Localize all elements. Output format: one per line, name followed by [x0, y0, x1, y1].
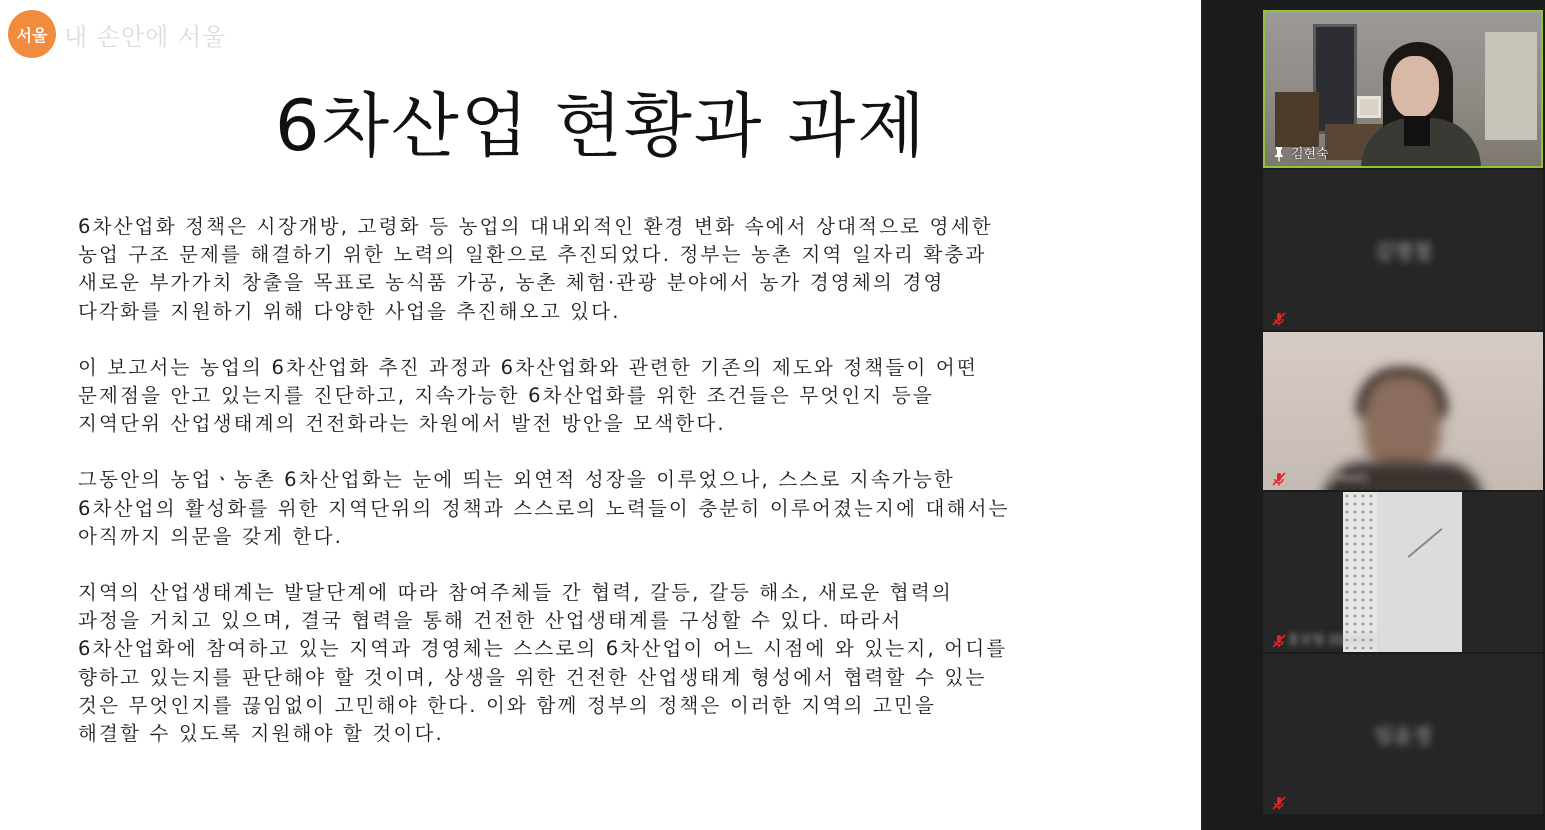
- participant-name-blurred: 김명철: [1374, 239, 1432, 264]
- slide-paragraph: [78, 579, 1148, 748]
- participant-name-blurred: 임윤정: [1374, 723, 1432, 748]
- seoul-logo-icon: 서울: [8, 10, 56, 58]
- participant-tile-speaker[interactable]: [1263, 10, 1543, 168]
- seoul-logo-text: 내 손안에 서울: [64, 22, 227, 51]
- slide-title: 6차산업 현황과 과제: [275, 85, 927, 167]
- participant-name-blurred: 김도희 (Host): [1287, 471, 1369, 486]
- slide-text-line: 6차산업의 활성화를 위한 지역단위의 정책과 스스로의 노력들이 충분히 이루어졌는지에 대해서는: [78, 496, 1010, 520]
- mic-muted-icon: [1271, 311, 1287, 327]
- slide-body: [78, 213, 1148, 776]
- participant-gallery: [1260, 8, 1545, 830]
- slide-text-line: 농업 구조 문제를 해결하기 위한 노력의 일환으로 추진되었다. 정부는 농촌 지역 일자리 확충과: [78, 243, 987, 267]
- pin-icon: [1271, 146, 1287, 162]
- slide-text-line: 것은 무엇인지를 끊임없이 고민해야 한다. 이와 함께 정부의 정책은 이러한 지역의 고민을: [78, 693, 937, 717]
- participant-tile[interactable]: [1263, 170, 1543, 330]
- participant-tile[interactable]: [1263, 492, 1543, 652]
- slide-text-line: 향하고 있는지를 판단해야 할 것이며, 상생을 위한 건전한 산업생태계 형성에서 협력할 수 있는: [78, 665, 987, 689]
- slide-text-line: 이 보고서는 농업의 6차산업화 추진 과정과 6차산업화와 관련한 기존의 제도와 정책들이 어떤: [78, 355, 978, 379]
- slide-paragraph: [78, 354, 1148, 439]
- slide-text-line: 지역의 산업생태계는 발달단계에 따라 참여주체들 간 협력, 갈등, 갈등 해소, 새로운 협력의: [78, 581, 953, 605]
- mic-muted-icon: [1271, 471, 1287, 487]
- slide-text-line: 아직까지 의문을 갖게 한다.: [78, 524, 344, 548]
- slide-paragraph: [78, 466, 1148, 551]
- slide-text-line: 해결할 수 있도록 지원해야 할 것이다.: [78, 722, 444, 746]
- seoul-logo: [8, 10, 226, 58]
- slide-text-line: 지역단위 산업생태계의 건전화라는 차원에서 발전 방안을 모색한다.: [78, 412, 726, 436]
- slide-text-line: 다각화를 지원하기 위해 다양한 사업을 추진해오고 있다.: [78, 299, 621, 323]
- slide-text-line: 과정을 거치고 있으며, 결국 협력을 통해 건전한 산업생태계를 구성할 수 있다. 따라서: [78, 609, 903, 633]
- mic-muted-icon: [1271, 795, 1287, 811]
- slide-text-line: 문제점을 안고 있는지를 진단하고, 지속가능한 6차산업화를 위한 조건들은 무엇인지 등을: [78, 384, 934, 408]
- slide-text-line: 새로운 부가가치 창출을 목표로 농식품 가공, 농촌 체험·관광 분야에서 농가 경영체의 경영: [78, 271, 945, 295]
- participant-name: 김현숙: [1291, 147, 1329, 162]
- slide-text-line: 그동안의 농업ㆍ농촌 6차산업화는 눈에 띄는 외연적 성장을 이루었으나, 스스로 지속가능한: [78, 468, 955, 492]
- slide-text-line: 6차산업화에 참여하고 있는 지역과 경영체는 스스로의 6차산업이 어느 시점에 와 있는지, 어디를: [78, 637, 1008, 661]
- slide-text-line: 6차산업화 정책은 시장개방, 고령화 등 농업의 대내외적인 환경 변화 속에서 상대적으로 영세한: [78, 215, 993, 238]
- mic-muted-icon: [1271, 633, 1287, 649]
- participant-name-blurred: 홍보팀 (Guest): [1287, 633, 1378, 648]
- slide-paragraph: [78, 213, 1148, 326]
- participant-tile[interactable]: [1263, 332, 1543, 490]
- participant-tile[interactable]: [1263, 654, 1543, 814]
- video-feed: [1343, 492, 1462, 652]
